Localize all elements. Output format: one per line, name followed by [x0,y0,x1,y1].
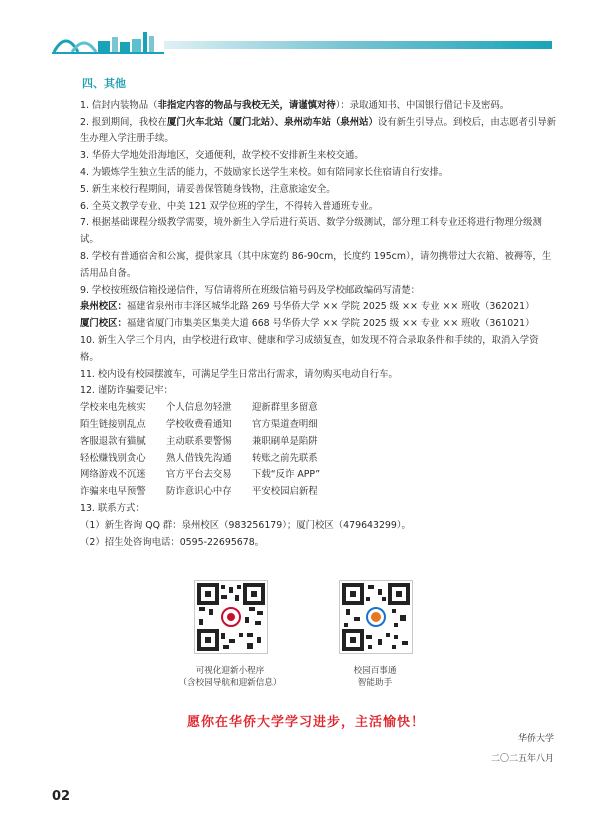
tip: 陌生链接别乱点 [80,418,146,430]
tip: 学校收费看通知 [166,418,232,430]
tip: 防诈意识心中存 [166,486,232,498]
tip: 客服退款有猫腻 [80,435,146,447]
tip: 下载“反诈 APP” [252,469,321,481]
item-6: 6. 全英文教学专业、中美 121 双学位班的学生，不得转入普通班专业。 [80,200,379,212]
item-2-text: 2. 报到期间，我校在 [80,116,167,128]
qr-code-icon [340,581,412,653]
header-gradient-bar [164,41,552,49]
xiamen-label: 厦门校区： [80,318,127,330]
page-number: 02 [52,789,71,804]
item-9: 9. 学校按班级信箱投递信件，写信请将所在班级信箱号码及学校邮政编码写清楚： [80,284,421,296]
xiamen-addr-text: 福建省厦门市集美区集美大道 668 号华侨大学 ×× 学院 2025 级 ×× 专业 ×× 班收（361021） [126,318,535,330]
quanzhou-addr-text: 福建省泉州市丰泽区城华北路 269 号华侨大学 ×× 学院 2025 级 ×× 专业 ×× 班收（362021） [126,301,535,313]
tip: 熟人借钱先沟通 [166,452,232,464]
closing-slogan: 愿你在华侨大学学习进步，主活愉快！ [186,715,425,730]
caption-line: （含校园导航和迎新信息） [178,678,282,688]
item-2-tail: 设有新生引导点。到校后，由志愿者引导新生办理入学注册手续。 [80,116,557,145]
tip: 学校来电先核实 [80,402,146,414]
anti-fraud-tips [80,400,556,501]
item-12: 12. 谨防诈骗要记牢： [80,385,173,397]
signature-org: 华侨大学 [517,734,554,744]
tip: 迎新群里多留意 [252,402,318,414]
item-1-tail: ）：录取通知书、中国银行借记卡及密码。 [335,99,510,111]
main-content [80,76,556,551]
item-7: 7. 根据基础课程分级教学需要，境外新生入学后进行英语、数学分级测试，部分理工科专业还将进行物理分级测试。 [80,217,542,246]
signature-date: 二〇二五年八月 [490,754,554,764]
item-10: 10. 新生入学三个月内，由学校进行政审、健康和学习成绩复查，如发现不符合录取条件和手续的，取消入学资格。 [80,334,539,363]
assistant-caption [305,665,445,689]
miniprogram-caption [160,665,300,689]
quanzhou-label: 泉州校区： [80,301,127,313]
item-1-bold: 非指定内容的物品与我校无关，请谨慎对待 [157,99,336,111]
tip: 转账之前先联系 [252,452,318,464]
item-5: 5. 新生来校行程期间，请妥善保管随身钱物，注意旅途安全。 [80,183,336,195]
tip: 兼职刷单是陷阱 [252,435,318,447]
item-2-bold: 厦门火车北站（厦门北站）、泉州动车站（泉州站） [166,116,378,128]
contact-phone: （2）招生处咨询电话：0595-22695678。 [80,536,265,548]
qr-code-icon [195,581,267,653]
item-3: 3. 华侨大学地处沿海地区，交通便利，故学校不安排新生来校交通。 [80,150,364,162]
miniprogram-qr-code[interactable] [194,580,268,654]
qr-code-row [0,580,612,710]
caption-line: 智能助手 [357,678,393,688]
item-2 [80,115,556,149]
item-8: 8. 学校有普通宿舍和公寓，提供家具（其中床宽约 86-90cm，长度约 195cm），请勿携带过大衣箱、被褥等，生活用品自备。 [80,250,552,279]
item-1 [80,98,556,115]
tip: 网络游戏不沉迷 [80,469,146,481]
contact-qq: （1）新生咨询 QQ 群：泉州校区（983256179）；厦门校区（479643299）。 [80,519,411,531]
tip: 平安校园启新程 [252,486,318,498]
tip: 轻松赚钱别贪心 [80,452,146,464]
assistant-qr-code[interactable] [339,580,413,654]
tip: 主动联系要警惕 [166,435,232,447]
campus-skyline-icon [52,28,164,56]
tip: 个人信息勿轻泄 [166,402,232,414]
quanzhou-address [80,299,556,316]
xiamen-address [80,316,556,333]
item-11: 11. 校内设有校园摆渡车，可满足学生日常出行需求，请勿购买电动自行车。 [80,368,398,380]
item-1-text: 1. 信封内装物品（ [80,99,158,111]
tip: 官方平台去交易 [166,469,232,481]
section-title: 四、其他 [82,77,126,90]
caption-line: 可视化迎新小程序 [195,666,265,676]
caption-line: 校园百事通 [353,666,397,676]
item-4: 4. 为锻炼学生独立生活的能力，不鼓励家长送学生来校。如有陪同家长住宿请自行安排。 [80,166,449,178]
item-13: 13. 联系方式： [80,502,145,514]
page-header [52,28,552,58]
tip: 诈骗来电早预警 [80,486,146,498]
tip: 官方渠道查明细 [252,418,318,430]
